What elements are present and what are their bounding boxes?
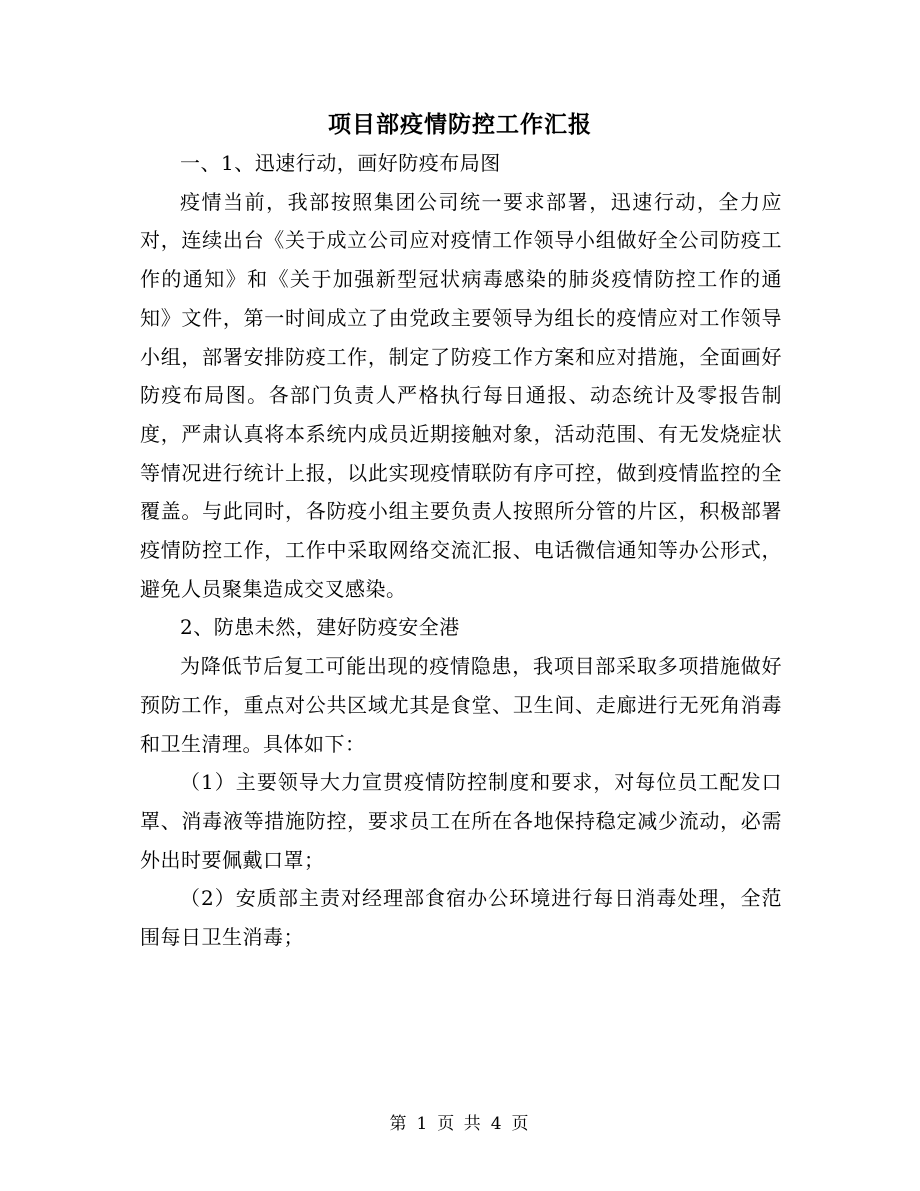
list-item-2: （2）安质部主责对经理部食宿办公环境进行每日消毒处理，全范围每日卫生消毒； xyxy=(140,886,782,950)
footer-total-pages: 4 xyxy=(490,1114,504,1134)
footer-prefix: 第 xyxy=(389,1114,409,1134)
paragraph-2: 为降低节后复工可能出现的疫情隐患，我项目部采取多项措施做好预防工作，重点对公共区域尤其是食堂、卫生间、走廊进行无死角消毒和卫生清理。具体如下： xyxy=(140,654,782,756)
document-body xyxy=(140,144,782,957)
list-item-1: （1）主要领导大力宣贯疫情防控制度和要求，对每位员工配发口罩、消毒液等措施防控，要求员工在所在各地保持稳定减少流动，必需外出时要佩戴口罩； xyxy=(140,770,782,872)
footer-suffix: 页 xyxy=(511,1114,531,1134)
page-footer xyxy=(0,1110,920,1138)
section-heading-2: 2、防患未然，建好防疫安全港 xyxy=(180,615,460,640)
footer-page-number: 1 xyxy=(416,1114,430,1134)
section-heading-1: 一、1、迅速行动，画好防疫布局图 xyxy=(180,151,501,175)
document-title: 项目部疫情防控工作汇报 xyxy=(328,111,592,138)
footer-middle: 页 共 xyxy=(437,1114,483,1134)
paragraph-1: 疫情当前，我部按照集团公司统一要求部署，迅速行动，全力应对，连续出台《关于成立公司应对疫情工作领导小组做好全公司防疫工作的通知》和《关于加强新型冠状病毒感染的肺炎疫情防控工作的通知》文件，第一时间成立了由党政主要领导为组长的疫情应对工作领导小组，部署安排防疫工作，制定了防疫工作方案和应对措施，全面画好防疫布局图。各部门负责人严格执行每日通报、动态统计及零报告制度，严肃认真将本系统内成员近期接触对象，活动范围、有无发烧症状等情况进行统计上报，以此实现疫情联防有序可控，做到疫情监控的全覆盖。与此同时，各防疫小组主要负责人按照所分管的片区，积极部署疫情防控工作，工作中采取网络交流汇报、电话微信通知等办公形式，避免人员聚集造成交叉感染。 xyxy=(140,189,782,601)
